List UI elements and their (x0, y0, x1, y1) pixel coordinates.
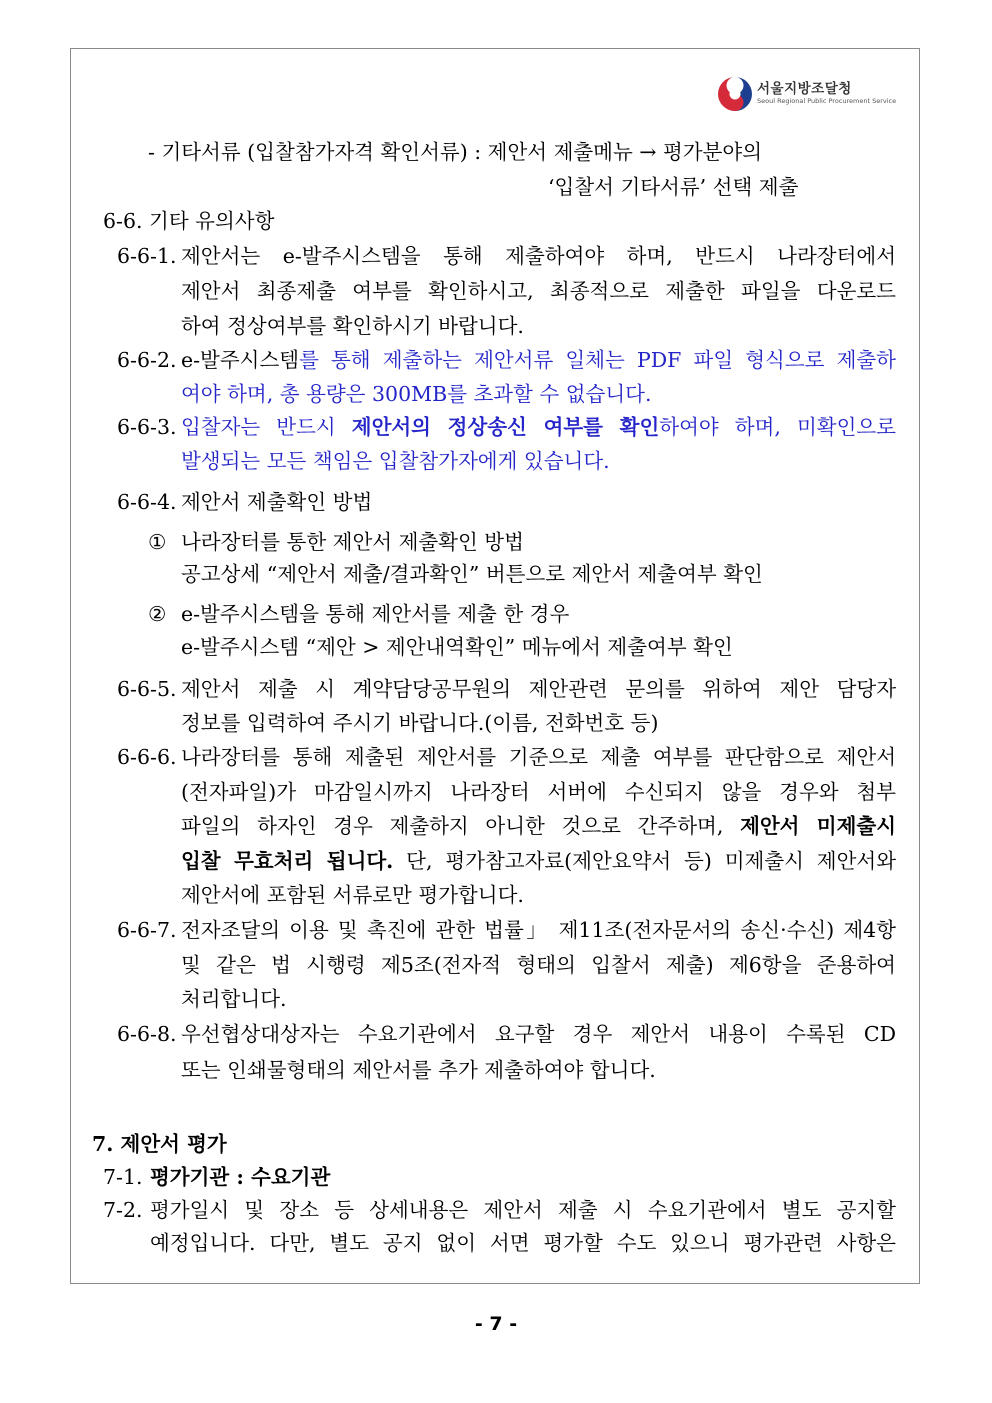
circled-number-1: ① (148, 530, 167, 554)
item-number: 6-6-2. (117, 348, 177, 372)
item-6-6-5-line1: 제안서 제출 시 계약담당공무원의 제안관련 문의를 위하여 제안 담당자 (181, 677, 896, 701)
item-6-6-7-line1: 전자조달의 이용 및 촉진에 관한 법률」 제11조(전자문서의 송신·수신) 제4항 (181, 918, 896, 942)
highlight-text: 를 통해 제출하는 제안서류 일체는 PDF 파일 형식으로 제출하 (299, 348, 896, 372)
item-6-6-8-line2: 또는 인쇄물형태의 제안서를 추가 제출하여야 합니다. (181, 1058, 656, 1082)
item-6-6-3-line2: 발생되는 모든 책임은 입찰참가자에게 있습니다. (181, 449, 610, 473)
item-6-6-8-line1: 우선협상대상자는 수요기관에서 요구할 경우 제안서 내용이 수록된 CD (181, 1022, 896, 1046)
item-6-6-6-line1: 나라장터를 통해 제출된 제안서를 기준으로 제출 여부를 판단함으로 제안서 (181, 745, 896, 769)
item-6-6-6-line2: (전자파일)가 마감일시까지 나라장터 서버에 수신되지 않을 경우와 첨부 (181, 780, 896, 804)
item-number: 6-6-3. (117, 415, 177, 439)
org-name-ko: 서울지방조달청 (757, 81, 852, 97)
page-number: - 7 - (474, 1313, 518, 1335)
taegeuk-emblem-icon (717, 76, 753, 112)
other-docs-line2: ‘입찰서 기타서류’ 선택 제출 (548, 175, 799, 199)
item-6-6-4-title: 제안서 제출확인 방법 (181, 490, 373, 514)
text-segment: 하여야 하며, 미확인으로 (659, 415, 896, 439)
check-method-2-desc: e-발주시스템 “제안 > 제안내역확인” 메뉴에서 제출여부 확인 (181, 635, 733, 659)
item-6-6-5-line2: 정보를 입력하여 주시기 바랍니다.(이름, 전화번호 등) (181, 711, 659, 735)
bold-text: 입찰 무효처리 됩니다. (181, 849, 394, 873)
section-7-title: 7. 제안서 평가 (92, 1132, 227, 1156)
text-segment: 파일의 하자인 경우 제출하지 아니한 것으로 간주하며, (181, 814, 741, 838)
text-segment: 입찰자는 반드시 (181, 415, 352, 439)
item-number: 6-6-4. (117, 490, 177, 514)
item-6-6-6-line4 (181, 847, 896, 875)
item-number: 7-1. (103, 1165, 143, 1189)
item-7-2-line2: 예정입니다. 다만, 별도 공지 없이 서면 평가할 수도 있으니 평가관련 사항은 (150, 1231, 896, 1255)
item-number: 6-6-8. (117, 1022, 177, 1046)
item-6-6-7-line3: 처리합니다. (181, 987, 287, 1011)
check-method-2-title: e-발주시스템을 통해 제안서를 제출 한 경우 (181, 602, 570, 626)
bold-highlight-text: 제안서의 정상송신 여부를 확인 (351, 415, 660, 439)
item-number: 6-6-1. (117, 244, 177, 268)
check-method-1-title: 나라장터를 통한 제안서 제출확인 방법 (181, 530, 524, 554)
org-name-en: Seoul Regional Public Procurement Service (757, 97, 897, 105)
item-number: 6-6-7. (117, 918, 177, 942)
section-6-6-title: 6-6. 기타 유의사항 (103, 209, 275, 233)
item-7-1-text: 평가기관 : 수요기관 (150, 1165, 331, 1189)
item-6-6-7-line2: 및 같은 법 시행령 제5조(전자적 형태의 입찰서 제출) 제6항을 준용하여 (181, 953, 896, 977)
item-6-6-1-line3: 하여 정상여부를 확인하시기 바랍니다. (181, 314, 524, 338)
item-6-6-2-line2: 여야 하며, 총 용량은 300MB를 초과할 수 없습니다. (181, 382, 652, 406)
bold-text: 제안서 미제출시 (740, 814, 896, 838)
item-number: 7-2. (103, 1198, 143, 1222)
item-6-6-1-line2: 제안서 최종제출 여부를 확인하시고, 최종적으로 제출한 파일을 다운로드 (181, 279, 896, 303)
text-segment: 단, 평가참고자료(제안요약서 등) 미제출시 제안서와 (393, 849, 896, 873)
org-logo (717, 74, 897, 114)
circled-number-2: ② (148, 602, 167, 626)
item-7-2-line1: 평가일시 및 장소 등 상세내용은 제안서 제출 시 수요기관에서 별도 공지할 (150, 1198, 896, 1222)
item-6-6-2-line1 (181, 346, 896, 374)
item-number: 6-6-5. (117, 677, 177, 701)
item-6-6-1-line1: 제안서는 e-발주시스템을 통해 제출하여야 하며, 반드시 나라장터에서 (181, 244, 896, 268)
item-6-6-6-line3 (181, 812, 896, 840)
check-method-1-desc: 공고상세 “제안서 제출/결과확인” 버튼으로 제안서 제출여부 확인 (181, 562, 763, 586)
item-number: 6-6-6. (117, 745, 177, 769)
item-6-6-6-line5: 제안서에 포함된 서류로만 평가합니다. (181, 883, 524, 907)
text-segment: e-발주시스템 (181, 348, 300, 372)
item-6-6-3-line1 (181, 413, 896, 441)
other-docs-line1: - 기타서류 (입찰참가자격 확인서류) : 제안서 제출메뉴 → 평가분야의 (148, 140, 763, 164)
